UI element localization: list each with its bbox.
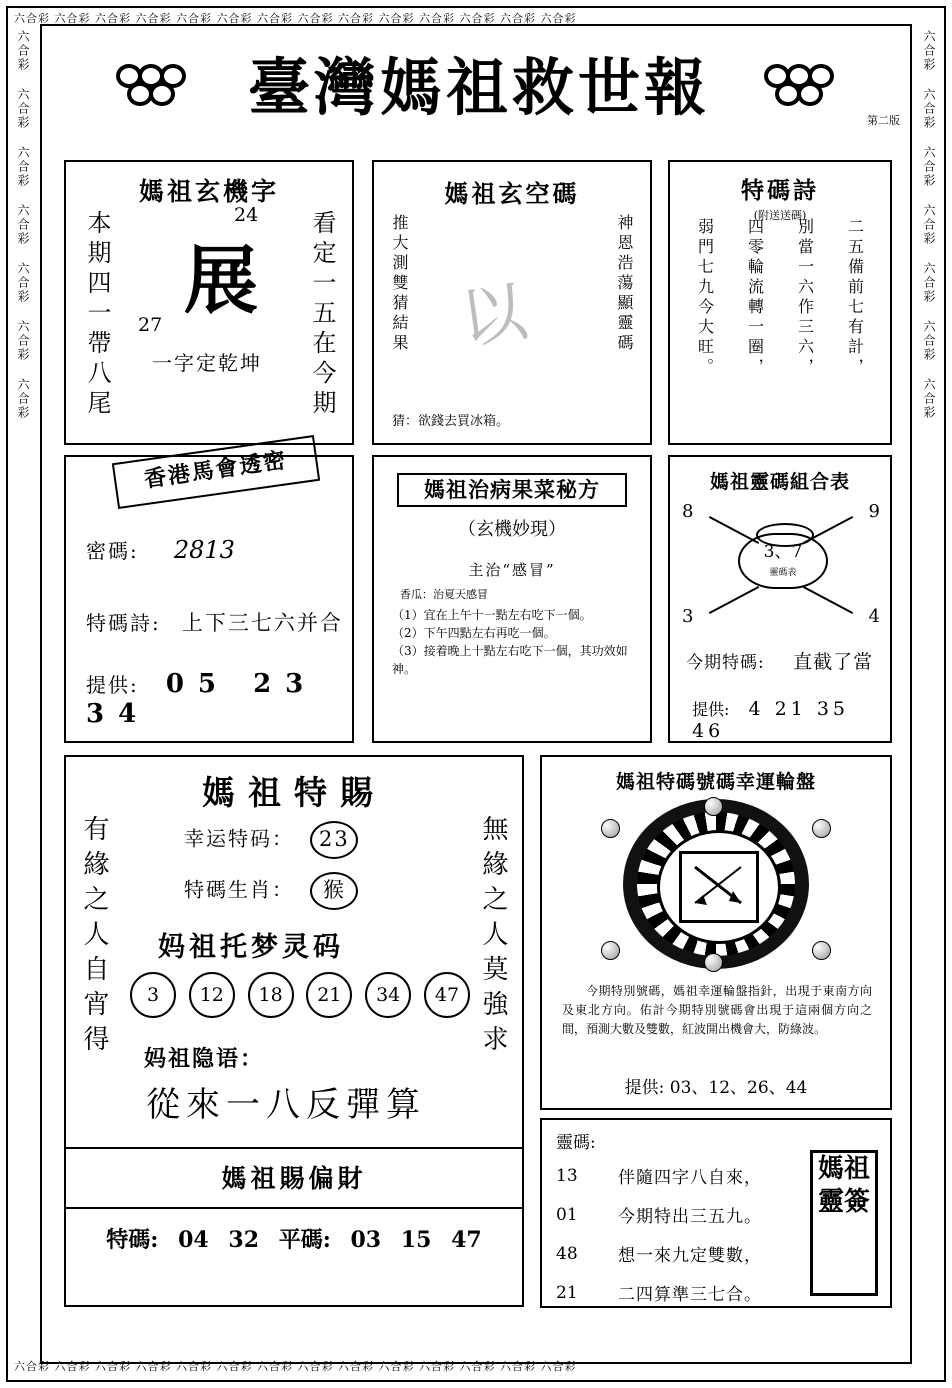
lingma-text: 今期特出三五九。	[618, 1207, 762, 1227]
piancai-special-label: 特碼:	[106, 1227, 159, 1253]
border-text-top: 六合彩 六合彩 六合彩 六合彩 六合彩 六合彩 六合彩 六合彩 六合彩 六合彩 六合彩 六合彩 六合彩 六合彩	[14, 12, 577, 25]
panel-zuhe	[668, 455, 892, 743]
wheel-pearl-icon	[601, 941, 620, 960]
lingma-table	[556, 1156, 762, 1312]
teci-lucky-label: 幸运特码：	[184, 826, 294, 851]
xuanjizi-left-column: 本期四一帶八尾	[83, 210, 111, 420]
border-text-right: 六合彩 六合彩 六合彩 六合彩 六合彩 六合彩 六合彩	[922, 30, 936, 420]
zuhe-corner-top-right: 9	[868, 501, 880, 522]
masthead	[44, 46, 908, 131]
piancai-flat-value: 15	[400, 1227, 432, 1253]
wheel-outer-ring	[623, 799, 809, 969]
edition-label: 第二版	[867, 114, 900, 127]
panel-lunpan	[540, 755, 892, 1110]
lingma-text: 二四算準三七合。	[618, 1285, 762, 1305]
cloud-ornament-left-icon	[116, 64, 190, 114]
mifang-note: 香瓜：治夏天感冒	[400, 588, 488, 601]
lunpan-provide-values: 03、12、26、44	[669, 1078, 808, 1098]
xuanjizi-title: 媽祖玄機字	[138, 177, 279, 206]
lingma-number: 01	[556, 1204, 578, 1225]
wheel-needle-icon	[685, 857, 751, 913]
toumi-password-row	[86, 535, 235, 564]
lingma-text: 伴隨四字八自來，	[618, 1168, 762, 1188]
xuanjizi-number-top: 24	[234, 204, 259, 226]
piancai-special-value: 32	[228, 1227, 260, 1253]
lingma-number: 21	[556, 1282, 578, 1303]
toumi-provide-values: 05 23 34	[86, 669, 318, 729]
wheel-pearl-icon	[704, 797, 723, 816]
temashi-subtitle: (附送送碼)	[753, 209, 807, 222]
zuhe-diagram	[678, 499, 884, 629]
teci-title: 媽祖特賜	[202, 773, 386, 812]
temashi-title: 特碼詩	[741, 177, 819, 204]
zuhe-arrow-sw-icon	[709, 586, 759, 614]
toumi-poem-label: 特碼詩:	[86, 611, 161, 635]
piancai-numbers-row	[66, 1223, 522, 1254]
zuhe-corner-bottom-left: 3	[682, 606, 694, 627]
lunpan-title: 媽祖特碼號碼幸運輪盤	[615, 771, 816, 793]
zuhe-center-label: 靈碼表	[769, 568, 797, 578]
mifang-step: （2）下午四點左右再吃一個。	[392, 626, 556, 640]
mifang-steps	[392, 606, 650, 678]
zuhe-today-row	[686, 647, 873, 674]
zuhe-title: 媽祖靈碼組合表	[709, 471, 850, 493]
table-row	[556, 1156, 762, 1195]
wheel-pearl-icon	[704, 953, 723, 972]
toumi-password-label: 密碼:	[86, 539, 139, 563]
wheel-pearl-icon	[601, 819, 620, 838]
toumi-poem-row	[86, 607, 343, 637]
piancai-special-value: 04	[178, 1227, 209, 1253]
temashi-line: 四零輪流轉一圈，	[745, 218, 765, 378]
xuankong-riddle: 猜：欲錢去買冰箱。	[392, 414, 510, 429]
table-row	[556, 1234, 762, 1273]
xuankong-left-column: 推大測雙猜結果	[390, 214, 409, 354]
panel-xuanjizi	[64, 160, 354, 445]
panel-temashi	[668, 160, 892, 445]
zuhe-center	[738, 533, 828, 589]
xuankong-right-column: 神恩浩蕩顯靈碼	[615, 214, 634, 354]
teci-zodiac-value: 猴	[310, 872, 358, 910]
lingma-text: 想一來九定雙數，	[618, 1246, 762, 1266]
piancai-flat-value: 47	[451, 1227, 482, 1253]
temashi-line: 弱門七九今大旺。	[695, 218, 715, 378]
teci-slogan: 從來一八反彈算	[146, 1085, 426, 1125]
mifang-title: 媽祖治病果菜秘方	[397, 473, 627, 507]
panel-piancai	[64, 1147, 524, 1307]
xuanjizi-subtitle: 一字定乾坤	[152, 351, 262, 375]
lingma-seal-text: 媽祖靈簽	[817, 1154, 870, 1217]
lingma-title: 靈碼:	[556, 1133, 596, 1153]
toumi-provide-label: 提供:	[86, 673, 139, 697]
toumi-provide-row	[86, 669, 352, 729]
xuanjizi-right-column: 看定一五在今期	[308, 210, 336, 420]
teci-ball: 3	[130, 972, 176, 1018]
toumi-stamp-label: 香港馬會透密	[142, 447, 289, 493]
zuhe-corner-bottom-right: 4	[868, 606, 880, 627]
piancai-flat-value: 03	[350, 1227, 382, 1253]
table-row	[556, 1273, 762, 1312]
wheel-pearl-icon	[812, 819, 831, 838]
xuanjizi-character: 展	[184, 238, 258, 324]
temashi-line: 二五備前七有計，	[845, 218, 865, 378]
xuanjizi-number-bottom: 27	[138, 314, 163, 336]
teci-lucky-value: 23	[310, 821, 358, 859]
teci-ball: 47	[424, 972, 470, 1018]
panel-mifang	[372, 455, 652, 743]
lunpan-wheel	[601, 797, 831, 972]
page-title: 臺灣媽祖救世報	[247, 51, 710, 124]
teci-zodiac-label: 特碼生肖：	[184, 877, 294, 902]
teci-yinyu-label: 妈祖隐语：	[144, 1046, 265, 1072]
toumi-poem-value: 上下三七六并合	[181, 611, 343, 635]
teci-right-column: 無緣之人莫強求	[478, 815, 508, 1060]
zuhe-today-value: 直截了當	[793, 651, 874, 673]
teci-zodiac-row	[184, 872, 358, 910]
zuhe-provide-values: 4 21 35 46	[692, 698, 850, 742]
toumi-password-value: 2813	[173, 536, 235, 564]
panel-xuankongma	[372, 160, 652, 445]
temashi-line: 別當一六作三六，	[795, 218, 815, 378]
mifang-step: （1）宜在上午十一點左右吃下一個。	[392, 608, 592, 622]
teci-lucky-row	[184, 821, 358, 859]
piancai-divider	[66, 1207, 522, 1209]
border-text-bottom: 六合彩 六合彩 六合彩 六合彩 六合彩 六合彩 六合彩 六合彩 六合彩 六合彩 六合彩 六合彩 六合彩 六合彩	[14, 1360, 577, 1373]
zuhe-center-value: 3、7	[763, 542, 803, 562]
teci-ball: 21	[306, 972, 352, 1018]
panel-lingma	[540, 1118, 892, 1308]
zuhe-corner-top-left: 8	[682, 501, 694, 522]
zuhe-arrow-se-icon	[803, 586, 853, 614]
lunpan-provide-row	[542, 1073, 890, 1098]
lingma-number: 48	[556, 1243, 578, 1264]
mifang-subtitle: （玄機妙現）	[458, 519, 566, 540]
teci-tuomeng-title: 妈祖托梦灵码	[158, 932, 344, 963]
piancai-flat-label: 平碼:	[278, 1227, 331, 1253]
teci-ball: 18	[248, 972, 294, 1018]
mifang-step: （3）接着晚上十點左右吃下一個，其功效如神。	[392, 644, 628, 676]
panel-teci	[64, 755, 524, 1215]
zuhe-today-label: 今期特碼:	[686, 653, 765, 673]
teci-ball-list	[130, 972, 470, 1018]
teci-left-column: 有緣之人自宵得	[79, 815, 109, 1060]
piancai-title: 媽祖賜偏財	[221, 1164, 367, 1193]
border-text-left: 六合彩 六合彩 六合彩 六合彩 六合彩 六合彩 六合彩	[16, 30, 30, 420]
cloud-ornament-right-icon	[764, 64, 838, 114]
temashi-poem	[680, 218, 880, 418]
mifang-treats: 主治“感冒”	[468, 561, 556, 579]
teci-ball: 34	[365, 972, 411, 1018]
lunpan-provide-label: 提供:	[624, 1078, 665, 1098]
lunpan-description: 今期特別號碼，媽祖幸運輪盤指針，出現于東南方向及東北方向。佑計今期特別號碼會出現于這兩個方向之間，預測大數及雙數，紅波開出機會大，防綠波。	[562, 984, 872, 1036]
teci-ball: 12	[189, 972, 235, 1018]
lingma-number: 13	[556, 1165, 578, 1186]
xuankong-watermark-glyph: 以	[455, 272, 532, 359]
xuankong-title: 媽祖玄空碼	[444, 179, 580, 208]
zuhe-provide-row	[692, 697, 890, 742]
lingma-seal	[810, 1150, 878, 1296]
table-row	[556, 1195, 762, 1234]
panel-toumi	[64, 447, 354, 743]
zuhe-center-ellipse	[756, 523, 814, 547]
zuhe-provide-label: 提供:	[692, 700, 730, 719]
wheel-pearl-icon	[812, 941, 831, 960]
